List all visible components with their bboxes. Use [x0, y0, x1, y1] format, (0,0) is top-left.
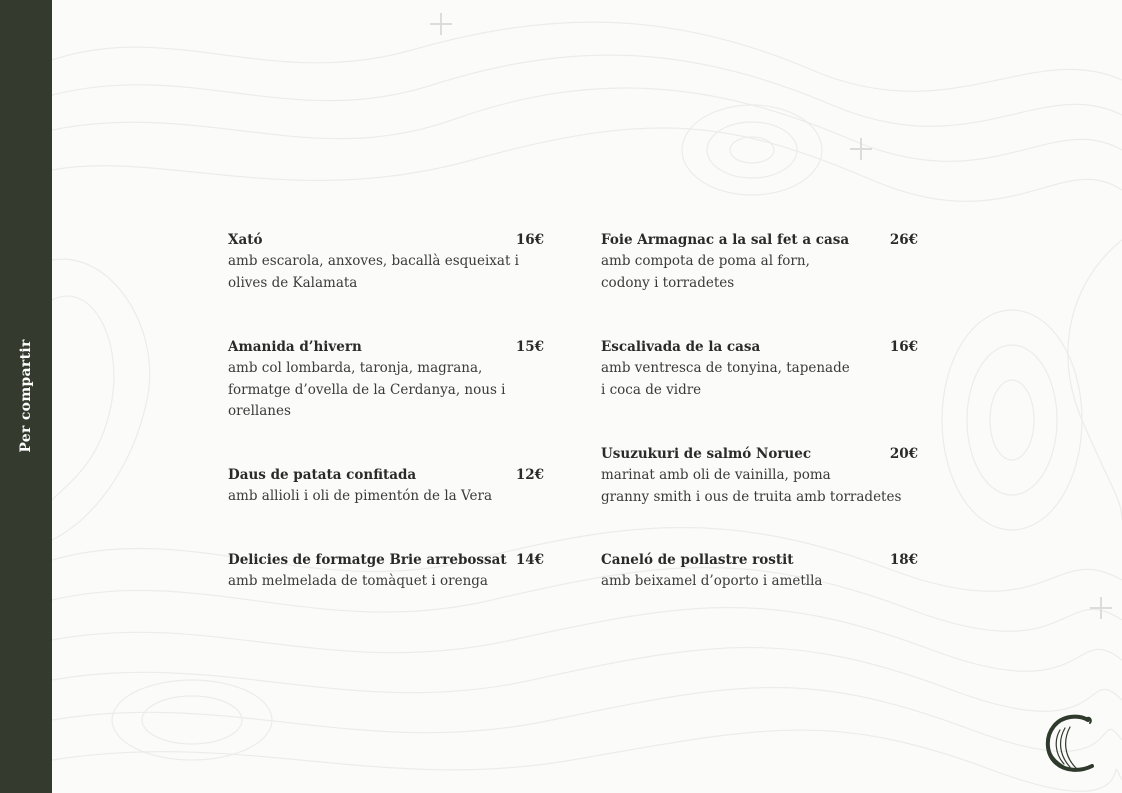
item-price: 18€ — [889, 552, 918, 568]
item-description: amb ventresca de tonyina, tapenade i coca de vidre — [601, 360, 850, 398]
item-description: amb allioli i oli de pimentón de la Vera — [228, 488, 492, 504]
item-name: Caneló de pollastre rostit — [601, 552, 794, 568]
item-name: Delicies de formatge Brie arrebossat — [228, 552, 507, 568]
item-name: Escalivada de la casa — [601, 339, 761, 355]
item-price: 20€ — [889, 446, 918, 462]
menu-item — [601, 549, 918, 593]
menu-item — [228, 549, 544, 593]
item-price: 15€ — [515, 339, 544, 355]
menu-item — [601, 229, 918, 294]
item-name: Daus de patata confitada — [228, 467, 417, 483]
item-price: 16€ — [889, 339, 918, 355]
item-name: Amanida d’hivern — [228, 339, 362, 355]
item-description: marinat amb oli de vainilla, poma granny smith i ous de truita amb torradetes — [601, 467, 902, 505]
topographic-background — [52, 0, 1122, 793]
menu-item — [601, 336, 918, 401]
menu-item — [601, 443, 918, 508]
item-name: Foie Armagnac a la sal fet a casa — [601, 232, 850, 248]
item-price: 14€ — [515, 552, 544, 568]
item-description: amb compota de poma al forn, codony i torradetes — [601, 253, 810, 291]
item-description: amb col lombarda, taronja, magrana, formatge d’ovella de la Cerdanya, nous i orellanes — [228, 360, 506, 419]
item-price: 26€ — [889, 232, 918, 248]
c-monogram-logo — [1040, 712, 1100, 774]
plus-icon — [430, 13, 452, 35]
section-title: Per compartir — [18, 339, 34, 453]
menu-item — [228, 229, 544, 294]
menu-item — [228, 336, 544, 423]
menu-item — [228, 464, 544, 508]
sidebar — [0, 0, 52, 793]
item-price: 16€ — [515, 232, 544, 248]
item-description: amb beixamel d’oporto i ametlla — [601, 573, 823, 589]
plus-icon — [1090, 597, 1112, 619]
item-description: amb escarola, anxoves, bacallà esqueixat i olives de Kalamata — [228, 253, 519, 291]
item-price: 12€ — [515, 467, 544, 483]
item-name: Usuzukuri de salmó Noruec — [601, 446, 812, 462]
item-description: amb melmelada de tomàquet i orenga — [228, 573, 488, 589]
item-name: Xató — [228, 232, 263, 248]
plus-icon — [850, 138, 872, 160]
